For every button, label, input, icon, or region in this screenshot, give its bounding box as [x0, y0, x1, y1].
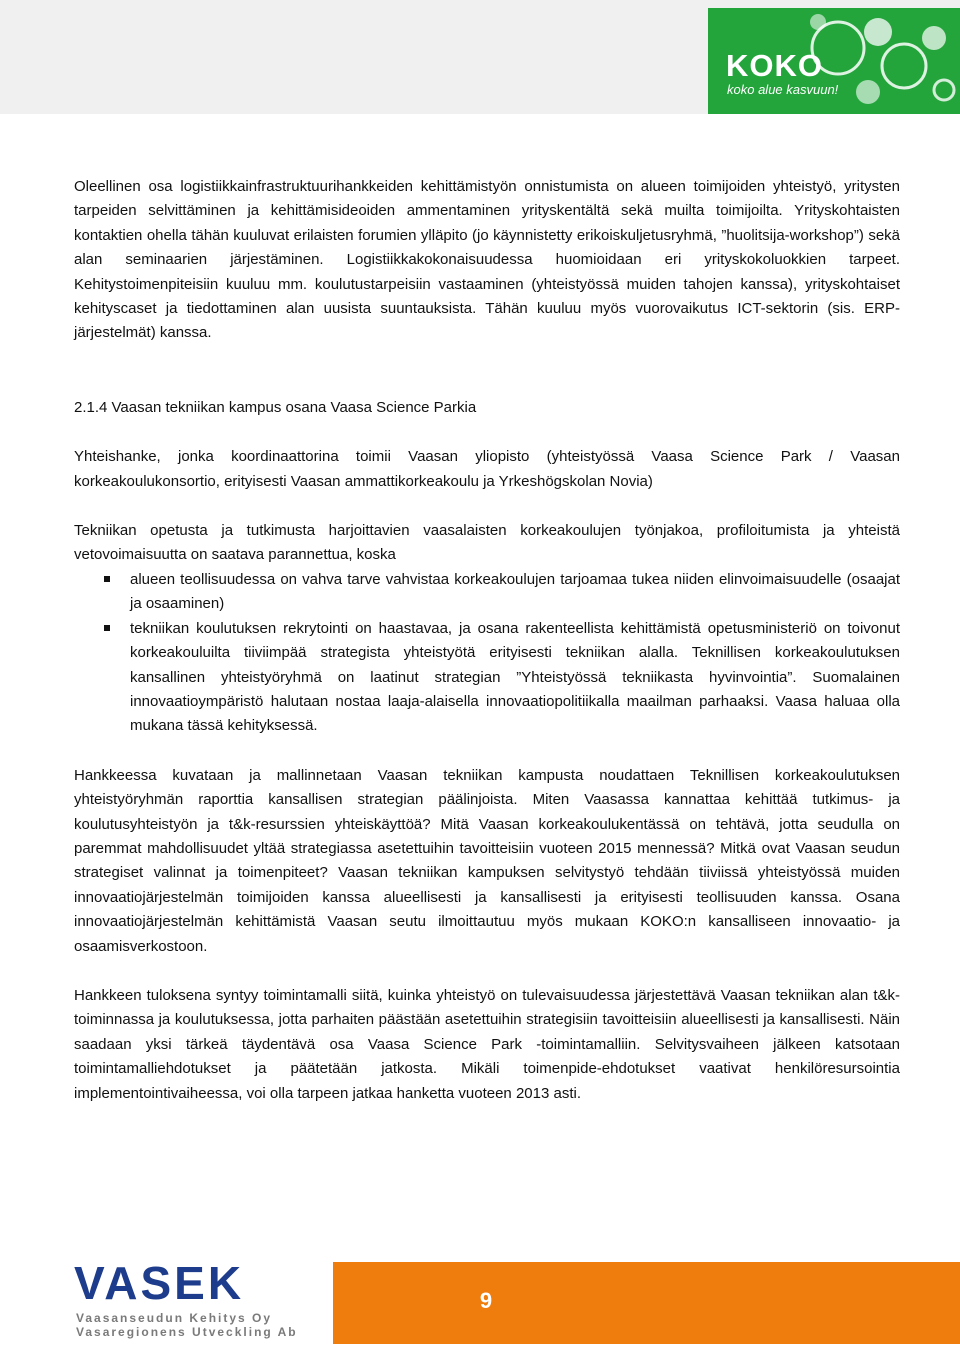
list-item-text: tekniikan koulutuksen rekrytointi on haastavaa, ja osana rakenteellista kehittämistä opetusministeriö on toivonut korkeakouluilta tiiviimpää strategista yhteistyötä erityisesti tekniikan alalla. Teknillisen korkeakoulutuksen kansallinen yhteistyöryhmä on laatinut strategian ”Yhteistyössä tekniikasta hyvinvointia”. Suomalainen innovaatioympäristö halutaan nostaa laaja-alaisella innovaatiopolitiikalla maailman parhaaksi. Vaasa haluaa olla mukana tässä kehityksessä. — [130, 619, 900, 735]
bullet-list — [74, 568, 900, 739]
page-number-box — [333, 1262, 960, 1344]
document-body — [74, 175, 900, 1106]
vasek-logo-subtitle-sv: Vasaregionens Utveckling Ab — [76, 1325, 298, 1339]
paragraph: Hankkeessa kuvataan ja mallinnetaan Vaasan tekniikan kampusta noudattaen Teknillisen korkeakoulutuksen yhteistyöryhmän raporttia kansallisen strategian päälinjoista. Miten Vaasassa kannattaa kehittää tutkimus- ja koulutusyhteistyön ja t&k-resurssien yhteiskäyttöä? Mitä Vaasan korkeakoulukentässä on tehtävä, jotta seudulla on paremmat mahdollisuudet yltää strategiassa asetettuihin tavoitteisiin vuoteen 2015 mennessä? Mitkä ovat Vaasan seudun strategiset valinnat ja toimenpiteet? Vaasan tekniikan kampuksen selvitystyö tehdään tiiviissä yhteistyössä muiden innovaatiojärjestelmän toimijoiden kanssa alueellisesti ja kansallisesti ja erityisesti teollisuuden kanssa. Osana innovaatiojärjestelmän kehittämistä Vaasan seutu ilmoittautuu myös mukaan KOKO:n kansalliseen innovaatio- ja osaamisverkostoon. — [74, 766, 900, 955]
list-item — [74, 568, 900, 617]
intro-paragraph: Oleellinen osa logistiikkainfrastruktuurihankkeiden kehittämistyön onnistumista on alueen toimijoiden yhteistyö, yritysten tarpeiden selvittäminen ja kehittämisideoiden ammentaminen yrityskentältä sekä muilta toimijoilta. Yrityskohtaisten kontaktien ohella tähän kuuluvat erilaisten forumien ylläpito (jo käynnistetty erikoiskuljetusryhmä, ”huolitsija-workshop”) sekä alan seminaarien järjestäminen. Logistiikkakokonaisuudessa huomioidaan eri yrityskokoluokkien tarpeet. Kehitystoimenpiteisiin kuuluu mm. koulutustarpeisiin vastaaminen (yhteistyössä muiden tahojen kanssa), yrityskohtaiset kehityscaset ja tiedottaminen alan uusista suuntauksista. Tähän kuuluu myös vuorovaikutus ICT-sektorin (sis. ERP-järjestelmät) kanssa. — [74, 178, 900, 342]
koko-logo-name: KOKO — [726, 48, 823, 83]
page-footer — [0, 1256, 960, 1358]
paragraph: Tekniikan opetusta ja tutkimusta harjoittavien vaasalaisten korkeakoulujen työnjakoa, profiloitumista ja yhteistä vetovoimaisuutta on saatava parannettua, koska — [74, 522, 900, 564]
paragraph: Yhteishanke, jonka koordinaattorina toimii Vaasan yliopisto (yhteistyössä Vaasa Science Park / Vaasan korkeakoulukonsortio, erityisesti Vaasan ammattikorkeakoulu ja Yrkeshögskolan Novia) — [74, 448, 900, 490]
list-item-text: alueen teollisuudessa on vahva tarve vahvistaa korkeakoulujen tarjoamaa tukea niiden elinvoimaisuudelle (osaajat ja osaaminen) — [130, 570, 900, 613]
square-bullet-icon — [104, 576, 110, 582]
vasek-logo-subtitle-fi: Vaasanseudun Kehitys Oy — [76, 1311, 273, 1325]
vasek-logo-name: VASEK — [74, 1257, 245, 1309]
vasek-logo — [74, 1257, 298, 1344]
paragraph: Hankkeen tuloksena syntyy toimintamalli siitä, kuinka yhteistyö on tulevaisuudessa järjestettävä Vaasan tekniikan alan t&k-toiminnassa ja koulutuksessa, jotta parhaiten päästään asetettuihin strategisiin tavoitteisiin alueellisesti ja kansallisesti. Näin saadaan yksi tärkeä täydentävä osa Vaasa Science Park -toimintamalliin. Selvitysvaiheen jälkeen katsotaan toimintamalliehdotukset ja päätetään jatkosta. Mikäli toimenpide-ehdotukset vaativat henkilöresursointia implementointivaiheessa, voi olla tarpeen jatkaa hanketta vuoteen 2013 asti. — [74, 986, 900, 1102]
koko-logo-tagline: koko alue kasvuun! — [727, 82, 839, 97]
page-header — [0, 0, 960, 114]
section-heading: 2.1.4 Vaasan tekniikan kampus osana Vaasa Science Parkia — [74, 398, 477, 416]
page-number: 9 — [479, 1288, 493, 1313]
list-item — [74, 617, 900, 739]
square-bullet-icon — [104, 625, 110, 631]
koko-logo — [708, 8, 960, 114]
